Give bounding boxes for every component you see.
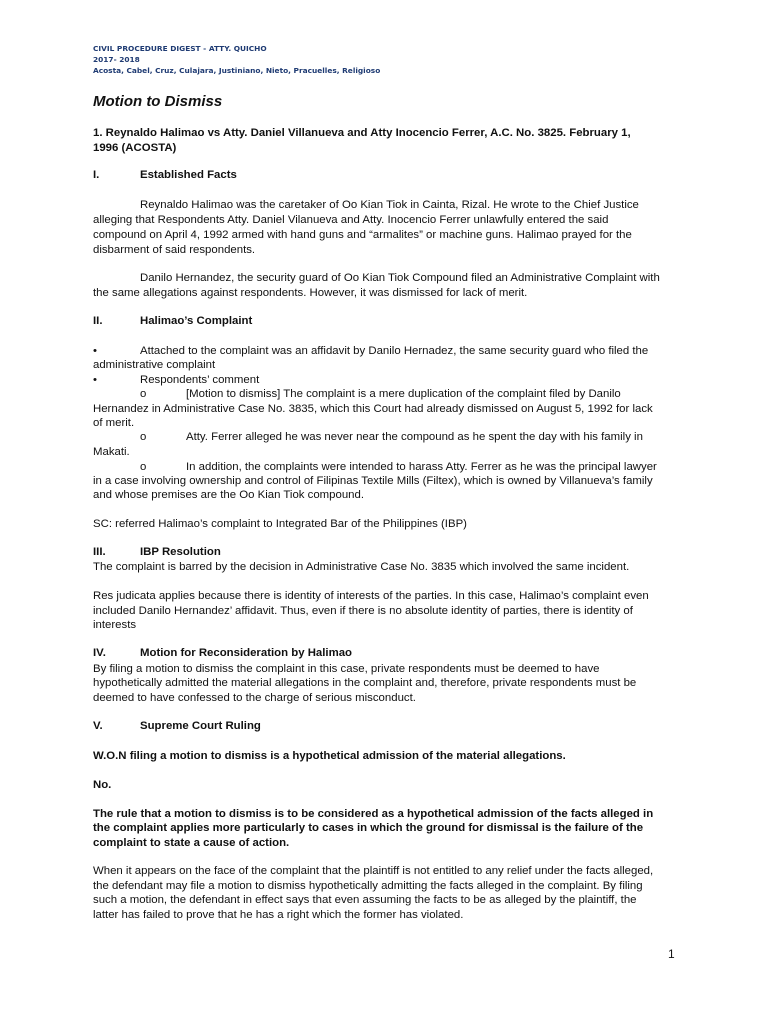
- section-3-number: III.: [93, 546, 106, 558]
- sub-bullet-1-line-2: Hernandez in Administrative Case No. 3835, which this Court had already dismissed on August 5, 1992 for lack: [93, 403, 653, 415]
- facts-p1-line-2: alleging that Respondents Atty. Daniel Vilanueva and Atty. Inocencio Ferrer unlawfully entered the said: [93, 214, 609, 226]
- ruling-p-line-4: latter has failed to prove that he has a right which the former has violated.: [93, 909, 464, 921]
- ibp-p2-line-1: Res judicata applies because there is identity of interests of the parties. In this case, Halimao’s complaint even: [93, 590, 649, 602]
- section-2-title: Halimao’s Complaint: [140, 315, 253, 327]
- facts-p2-line-1: Danilo Hernandez, the security guard of Oo Kian Tiok Compound filed an Administrative Complaint with: [140, 272, 660, 284]
- sub-bullet-3-line-2: in a case involving ownership and control of Filipinas Textile Mills (Filtex), which is owned by Villanueva’s family: [93, 475, 653, 487]
- section-3-title: IBP Resolution: [140, 546, 221, 558]
- document-title: Motion to Dismiss: [93, 93, 223, 110]
- sub-bullet-2-marker: o: [140, 431, 147, 443]
- header-year: 2017- 2018: [93, 55, 140, 64]
- sub-bullet-3-marker: o: [140, 461, 147, 473]
- case-title-line-1: 1. Reynaldo Halimao vs Atty. Daniel Villanueva and Atty Inocencio Ferrer, A.C. No. 3825. February 1,: [93, 127, 631, 139]
- ruling-p-line-3: such a motion, the defendant in effect says that even assuming the facts to be as alleged by the plaintiff, the: [93, 894, 637, 906]
- sub-bullet-1-marker: o: [140, 388, 147, 400]
- mr-line-2: hypothetically admitted the material allegations in the complaint and, therefore, private respondents must be: [93, 677, 637, 689]
- ibp-p2-line-2: included Danilo Hernandez’ affidavit. Thus, even if there is no absolute identity of parties, there is identity of: [93, 605, 633, 617]
- sc-referral: SC: referred Halimao’s complaint to Integrated Bar of the Philippines (IBP): [93, 518, 467, 530]
- sub-bullet-1-line-1: [Motion to dismiss] The complaint is a mere duplication of the complaint filed by Danilo: [186, 388, 621, 400]
- ibp-p1: The complaint is barred by the decision in Administrative Case No. 3835 which involved the same incident.: [93, 561, 630, 573]
- section-1-title: Established Facts: [140, 169, 237, 181]
- bullet-1-line-1: Attached to the complaint was an affidavit by Danilo Hernadez, the same security guard who filed the: [140, 345, 649, 357]
- page-number: 1: [668, 947, 675, 961]
- section-5-title: Supreme Court Ruling: [140, 720, 261, 732]
- section-4-title: Motion for Reconsideration by Halimao: [140, 647, 353, 659]
- sub-bullet-3-line-1: In addition, the complaints were intended to harass Atty. Ferrer as he was the principal lawyer: [186, 461, 657, 473]
- bullet-1-marker: •: [93, 345, 97, 357]
- ruling-rule-line-1: The rule that a motion to dismiss is to be considered as a hypothetical admission of the facts alleged in: [93, 808, 654, 820]
- bullet-2-marker: •: [93, 374, 97, 386]
- ruling-rule-line-3: complaint to state a cause of action.: [93, 837, 290, 849]
- facts-p1-line-4: disbarment of said respondents.: [93, 244, 256, 256]
- sub-bullet-1-line-3: of merit.: [93, 417, 135, 429]
- mr-line-1: By filing a motion to dismiss the complaint in this case, private respondents must be deemed to have: [93, 663, 600, 675]
- ruling-p-line-1: When it appears on the face of the complaint that the plaintiff is not entitled to any relief under the facts alleged,: [93, 865, 654, 877]
- section-2-number: II.: [93, 315, 103, 327]
- case-title-line-2: 1996 (ACOSTA): [93, 142, 177, 154]
- sub-bullet-2-line-2: Makati.: [93, 446, 130, 458]
- bullet-1-line-2: administrative complaint: [93, 359, 216, 371]
- bullet-2-line-1: Respondents’ comment: [140, 374, 260, 386]
- header-authors: Acosta, Cabel, Cruz, Culajara, Justiniano, Nieto, Pracuelles, Religioso: [93, 66, 381, 75]
- facts-p1-line-3: compound on April 4, 1992 armed with hand guns and “armalites” or machine guns. Halimao prayed for the: [93, 229, 632, 241]
- facts-p1-line-1: Reynaldo Halimao was the caretaker of Oo Kian Tiok in Cainta, Rizal. He wrote to the Chief Justice: [140, 199, 639, 211]
- ruling-rule-line-2: the complaint applies more particularly to cases in which the ground for dismissal is the failure of the: [93, 822, 644, 834]
- section-5-number: V.: [93, 720, 103, 732]
- ruling-p-line-2: the defendant may file a motion to dismiss hypothetically admitting the facts alleged in the complaint. By filing: [93, 880, 643, 892]
- section-1-number: I.: [93, 169, 100, 181]
- header-course: CIVIL PROCEDURE DIGEST - ATTY. QUICHO: [93, 44, 267, 53]
- sub-bullet-2-line-1: Atty. Ferrer alleged he was never near the compound as he spent the day with his family in: [186, 431, 643, 443]
- ruling-issue: W.O.N filing a motion to dismiss is a hypothetical admission of the material allegations.: [93, 750, 566, 762]
- ibp-p2-line-3: interests: [93, 619, 137, 631]
- section-4-number: IV.: [93, 647, 106, 659]
- ruling-answer: No.: [93, 779, 112, 791]
- sub-bullet-3-line-3: and whose premises are the Oo Kian Tiok compound.: [93, 489, 364, 501]
- mr-line-3: deemed to have confessed to the charge of serious misconduct.: [93, 692, 416, 704]
- facts-p2-line-2: the same allegations against respondents. However, it was dismissed for lack of merit.: [93, 287, 528, 299]
